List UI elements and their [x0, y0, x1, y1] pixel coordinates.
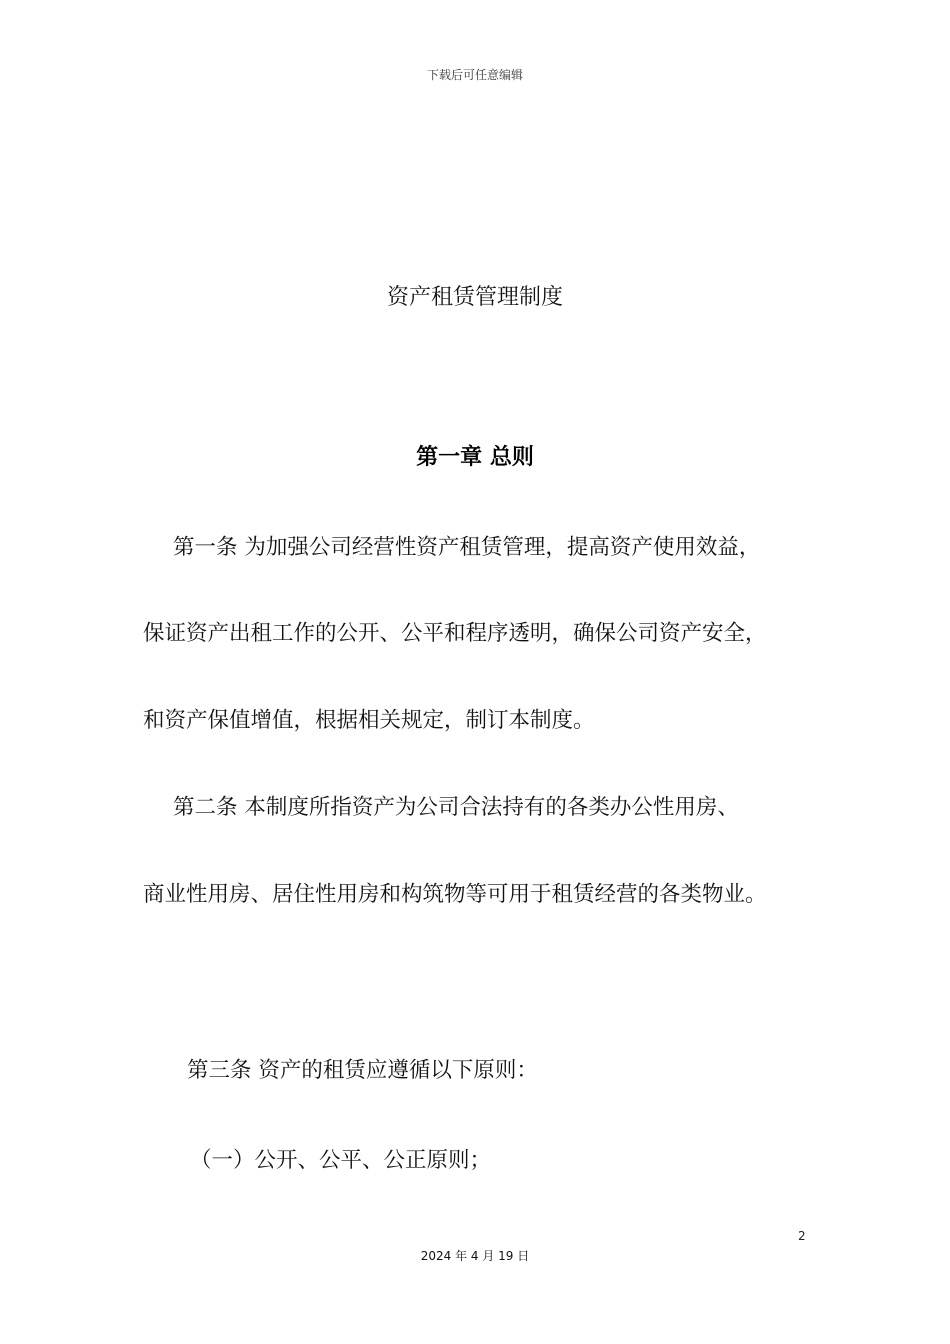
paragraph-line-3: 和资产保值增值，根据相关规定，制订本制度。	[143, 708, 595, 733]
header-note: 下载后可任意编辑	[426, 68, 523, 82]
paragraph-line-6: 第三条 资产的租赁应遵循以下原则：	[187, 1058, 538, 1083]
footer-date: 2024 年 4 月 19 日	[420, 1249, 530, 1263]
paragraph-line-5: 商业性用房、居住性用房和构筑物等可用于租赁经营的各类物业。	[143, 882, 767, 907]
paragraph-line-4: 第二条 本制度所指资产为公司合法持有的各类办公性用房、	[173, 795, 739, 820]
paragraph-line-2: 保证资产出租工作的公开、公平和程序透明，确保公司资产安全，	[143, 621, 767, 646]
page-number: 2	[798, 1229, 806, 1243]
chapter-title: 第一章 总则	[416, 445, 534, 470]
list-item-1: （一）公开、公平、公正原则；	[190, 1148, 492, 1173]
paragraph-line-1: 第一条 为加强公司经营性资产租赁管理，提高资产使用效益，	[173, 535, 761, 560]
document-title: 资产租赁管理制度	[386, 285, 563, 310]
